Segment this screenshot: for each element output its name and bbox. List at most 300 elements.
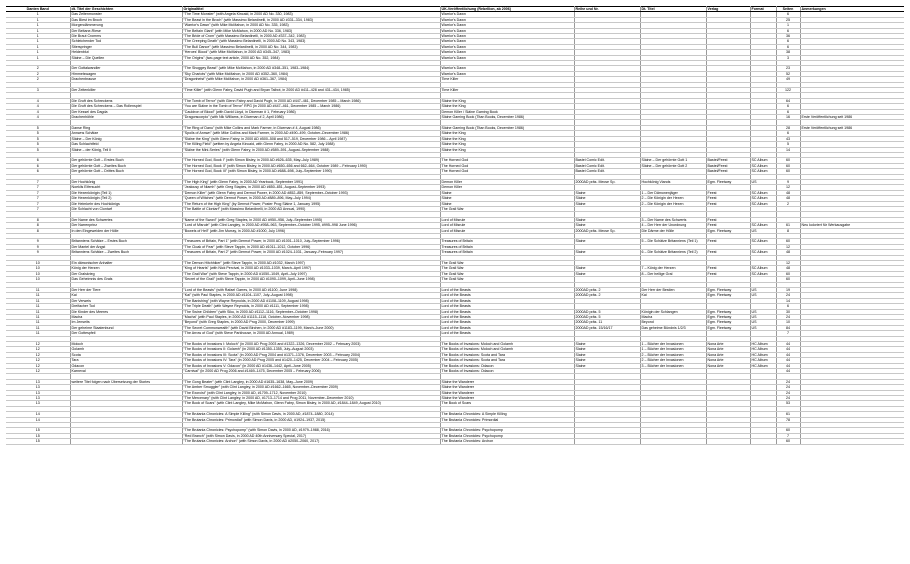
- cell-pages: 43: [776, 136, 800, 141]
- cell-de-title: Der Gralskrieg: [70, 271, 182, 276]
- cell-band: 6: [6, 169, 70, 174]
- cell-de-title: Stierspringer: [70, 44, 182, 49]
- cell-pages: 44: [776, 358, 800, 363]
- cell-de-title: Der Gottalwandler: [70, 66, 182, 71]
- stories-table: [6, 6, 904, 445]
- cell-pages: 48: [776, 250, 800, 255]
- cell-series: Sláine: [574, 201, 640, 206]
- cell-uk-publication: The Horned God: [440, 169, 574, 174]
- cell-de-title: Scota: [70, 352, 182, 357]
- cell-publisher: [706, 439, 750, 444]
- cell-format: SC Album: [750, 239, 776, 244]
- cell-uk-publication: Demon Killer: [440, 185, 574, 190]
- cell-original-title: "Lord of Misrule" (with Clint Langley, in 2000 AD #958–963, September–October 1995, #995–998 June 1996): [182, 223, 440, 228]
- cell-pages: 48: [776, 266, 800, 271]
- cell-band: 12: [6, 358, 70, 363]
- cell-pages: 48: [776, 196, 800, 201]
- cell-pages: 14: [776, 298, 800, 303]
- cell-original-title: "The Swine Children" (with Siku, in 2000 AD #1112–1116, September–October 1998): [182, 309, 440, 314]
- cell-format: US: [750, 287, 776, 292]
- cell-original-title: "The Books of Invasions IV: Tara" (in 2000 AD Prog 2005 and #1420–1425, December 2004 – February 2005): [182, 358, 440, 363]
- cell-pages: 9: [776, 179, 800, 184]
- cell-de-series-title: Hochkönig Viands: [640, 179, 706, 184]
- cell-original-title: "The Demon Hitchhiker" (with Steve Tappin, in 2000 AD #1032, March 1997): [182, 260, 440, 265]
- cell-pages: 6: [776, 109, 800, 114]
- cell-de-title: Dreifacher Tod: [70, 304, 182, 309]
- cell-publisher: Nona Arte: [706, 352, 750, 357]
- cell-band: 11: [6, 325, 70, 330]
- cell-original-title: "The Killing Field" (written by Angela Kincaid, with Glenn Fabry, in 2000 AD No. 582, July 1988): [182, 142, 440, 147]
- cell-uk-publication: Sláine the Wanderer: [440, 385, 574, 390]
- cell-uk-publication: Lord of the Beasts: [440, 315, 574, 320]
- cell-band: 13: [6, 401, 70, 406]
- cell-de-series-title: 3 – Der Name des Schwerts: [640, 217, 706, 222]
- cell-series: Slaine: [574, 250, 640, 255]
- cell-band: 12: [6, 347, 70, 352]
- header-format: Format: [750, 7, 776, 12]
- cell-original-title: "The Return of the High King" (by Dermot Power, Poster Prog Sláine 1, January 1995): [182, 201, 440, 206]
- cell-de-title: Danse Ring: [70, 125, 182, 130]
- cell-de-series-title: Der Herr der Bestien: [640, 287, 706, 292]
- cell-uk-publication: Sláine the King: [440, 142, 574, 147]
- cell-de-title: Die Hexenkönigin (Teil 1): [70, 190, 182, 195]
- cell-original-title: "The Horned God, Book III" (with Simon Bisley, in 2000 AD #688–698, July–September 1990): [182, 169, 440, 174]
- cell-uk-publication: Slaine: [440, 190, 574, 195]
- cell-de-title: Schleichender Tod: [70, 39, 182, 44]
- cell-original-title: "The Beltain Giant" (with Mike McMahon, in 2000 AD No. 336, 1983): [182, 28, 440, 33]
- cell-uk-publication: The Books of Invasions: Odacon: [440, 369, 574, 374]
- cell-pages: 44: [776, 363, 800, 368]
- cell-original-title: "Dragonscorpio" (with Nik Williams, in Diceman # 2, April 1986): [182, 115, 440, 120]
- spreadsheet: [6, 6, 904, 445]
- cell-original-title: "The Ring of Danu" (with Mike Collins and Mark Farmer, in Diceman # 4, August 1986): [182, 125, 440, 130]
- cell-band: 10: [6, 271, 70, 276]
- cell-original-title: "Macha" (with Paul Staples, in 2000 AD #1115–1118, October–November 1998): [182, 315, 440, 320]
- cell-pages: 10: [776, 320, 800, 325]
- cell-de-title: Die Braut Cromms: [70, 34, 182, 39]
- cell-band: 3: [6, 88, 70, 93]
- cell-band: 11: [6, 298, 70, 303]
- cell-de-title: Der Verweis: [70, 298, 182, 303]
- cell-original-title: "Treasures of Britain, Part 1" (with Dermot Power, in 2000 AD #1001–1010, July–September 1996): [182, 239, 440, 244]
- cell-band: 8: [6, 228, 70, 233]
- cell-pages: 12: [776, 185, 800, 190]
- table-body: [6, 7, 904, 445]
- cell-series: Slaine: [574, 223, 640, 228]
- cell-pages: 44: [776, 342, 800, 347]
- cell-original-title: "The Shoggey Beast" (with Mike McMahon, in 2000 AD #348–351, 1983–1984): [182, 66, 440, 71]
- header-uk-publication: UK-Veröffentlichung (Rebellion, ab 2006): [440, 7, 574, 12]
- cell-de-title: Drachenbrause: [70, 77, 182, 82]
- cell-original-title: "The Mercenary" (with Clint Langley, in 2000 AD, #1713–1714 and Prog 2011, November–December 2010): [182, 396, 440, 401]
- cell-series: 2000AD präs. 5: [574, 315, 640, 320]
- cell-band: 7: [6, 190, 70, 195]
- cell-publisher: Feest: [706, 190, 750, 195]
- cell-de-series-title: Das geheime Bündnis 1/2/3: [640, 325, 706, 330]
- cell-original-title: "The Tomb of Terror" (with Glenn Fabry and David Pugh, in 2000 AD #447–461, December 1985 – March 1986): [182, 98, 440, 103]
- cell-publisher: Feest: [706, 266, 750, 271]
- cell-de-title: Heldenblut: [70, 50, 182, 55]
- cell-original-title: "Dragonheist" (with Mike McMahon, in 2000 AD #361–367, 1984): [182, 77, 440, 82]
- cell-band: 4: [6, 98, 70, 103]
- cell-de-series-title: 3 – Bücher der Invasionen: [640, 363, 706, 368]
- cell-band: 15: [6, 428, 70, 433]
- cell-original-title: "Beyond" (with Greg Staples, in 2000 AD Prog 2000, December 1999): [182, 320, 440, 325]
- cell-de-title: Sláine – Die Quellen: [70, 55, 182, 60]
- cell-de-title: Der gehörnte Gott – Zweites Buch: [70, 163, 182, 168]
- cell-pages: 60: [776, 439, 800, 444]
- cell-uk-publication: The Grail War: [440, 277, 574, 282]
- cell-original-title: "The Amber Smuggler" (with Clint Langley, in 2000 AD #1662–1665, November–December 2009): [182, 385, 440, 390]
- cell-de-series-title: [640, 439, 706, 444]
- cell-publisher: Feest: [706, 250, 750, 255]
- cell-band: 5: [6, 142, 70, 147]
- cell-original-title: "The Books of Invasions V: Odacon" (in 2000 AD #1436–1442, April–June 2005): [182, 363, 440, 368]
- cell-uk-publication: Sláine: [440, 196, 574, 201]
- cell-publisher: Bastei/Feest: [706, 163, 750, 168]
- cell-pages: 6: [776, 104, 800, 109]
- cell-uk-publication: The Brutania Chronicles: Primordial: [440, 417, 574, 422]
- cell-de-series-title: 2 – Die Königin der Hexen: [640, 201, 706, 206]
- cell-pages: 7: [776, 331, 800, 336]
- cell-de-title: Der Herr der Tiere: [70, 287, 182, 292]
- cell-pages: 16: [776, 115, 800, 120]
- cell-series: Bastei Comic Edit.: [574, 169, 640, 174]
- cell-format: SC Album: [750, 169, 776, 174]
- cell-series: 2000AD präs. 2: [574, 287, 640, 292]
- cell-de-series-title: 1 – Der Dämonenjäger: [640, 190, 706, 195]
- cell-band: 9: [6, 244, 70, 249]
- cell-uk-publication: Lord of the Beasts: [440, 293, 574, 298]
- cell-uk-publication: The Books of Invasions: Moloch and Golamh: [440, 342, 574, 347]
- cell-band: 2: [6, 66, 70, 71]
- cell-pages: 60: [776, 277, 800, 282]
- cell-original-title: "Jealousy of Niamh" (with Greg Staples, in 2000 AD #850–851, August–September 1993): [182, 185, 440, 190]
- cell-band: 11: [6, 287, 70, 292]
- cell-uk-publication: The Books of Invasions: Scota and Tara: [440, 352, 574, 357]
- cell-format: HC Album: [750, 352, 776, 357]
- cell-original-title: "Sláine the King" (with Glenn Fabry, in 2000 AD #500–508 and 517–519, December 1986 – April 1987): [182, 136, 440, 141]
- cell-pages: 61: [776, 223, 800, 228]
- cell-original-title: "The Bride of Crom" (with Massimo Belardinelli, in 2000 AD #337–342, 1983): [182, 34, 440, 39]
- cell-format: SC Album: [750, 271, 776, 276]
- table-row: [6, 439, 904, 444]
- cell-format: HC Album: [750, 342, 776, 347]
- cell-original-title: "Red Branch" (with Simon Davis, in 2000 AD 40th Anniversary Special, 2017): [182, 433, 440, 438]
- cell-de-title: König der Herzen: [70, 266, 182, 271]
- cell-band: 1: [6, 17, 70, 22]
- cell-original-title: "Bowels of Hell" (with Jim Murray, in 2000 AD #1000, July 1996): [182, 228, 440, 233]
- cell-band: 1: [6, 44, 70, 49]
- cell-series: 2000AD präs. 15/16/17: [574, 325, 640, 330]
- cell-original-title: "The Banishing" (with Wayne Reynolds, in 2000 AD #1108–1109, August 1998): [182, 298, 440, 303]
- cell-band: 1: [6, 55, 70, 60]
- cell-pages: 6: [776, 131, 800, 136]
- cell-original-title: "The Cloak of Fear" (with Steve Tappin, in 2000 AD #1011–1012, October 1996): [182, 244, 440, 249]
- cell-de-series-title: 1 – Bücher der Invasionen: [640, 347, 706, 352]
- cell-de-title: Noeklis Eifersucht: [70, 185, 182, 190]
- cell-band: 1: [6, 34, 70, 39]
- cell-band: 15: [6, 433, 70, 438]
- cell-publisher: Egm. Fleetway: [706, 309, 750, 314]
- cell-de-title: Der Beltane-Riese: [70, 28, 182, 33]
- cell-band: 4: [6, 115, 70, 120]
- cell-pages: 19: [776, 287, 800, 292]
- cell-de-series-title: Die Därme der Hölle: [640, 228, 706, 233]
- cell-pages: 1: [776, 23, 800, 28]
- cell-uk-publication: Treasures of Britain: [440, 250, 574, 255]
- cell-pages: 24: [776, 315, 800, 320]
- cell-original-title: "The Exorcist" (with Clint Langley, in 2000 AD, #1709–1712, November 2010): [182, 390, 440, 395]
- cell-uk-publication: Warrior's Dawn: [440, 50, 574, 55]
- cell-de-series-title: 6 – Die Schätze Britanniens (Teil 2): [640, 250, 706, 255]
- cell-pages: 53: [776, 401, 800, 406]
- cell-uk-publication: Sláine the Wanderer: [440, 379, 574, 384]
- cell-band: 7: [6, 196, 70, 201]
- cell-series: Slaine: [574, 266, 640, 271]
- cell-format: US: [750, 320, 776, 325]
- cell-uk-publication: Sláine the King: [440, 136, 574, 141]
- cell-uk-publication: Sláine the King: [440, 147, 574, 152]
- cell-de-title: Der gehörnte Gott – Drittes Buch: [70, 169, 182, 174]
- cell-band: 8: [6, 217, 70, 222]
- cell-original-title: "The Book of Scars" (with Clint Langley, Mike McMahon, Glenn Fabry, Simon Bisley, in 2000 AD, #1844–1849, August 2010): [182, 401, 440, 406]
- cell-uk-publication: Warrior's Dawn: [440, 55, 574, 60]
- cell-band: 5: [6, 147, 70, 152]
- cell-de-title: Odacon: [70, 363, 182, 368]
- cell-publisher: Bastei/Feest: [706, 169, 750, 174]
- cell-de-series-title: Königin der Schlangen: [640, 309, 706, 314]
- cell-original-title: "Demon Killer" (with Glenn Fabry and Dermot Power, in 2000 AD #852–859, September–October 1993): [182, 190, 440, 195]
- cell-band: 7: [6, 185, 70, 190]
- cell-de-title: Das Biest im Broch: [70, 17, 182, 22]
- cell-publisher: Feest: [706, 217, 750, 222]
- cell-pages: 12: [776, 244, 800, 249]
- cell-format: SC Album: [750, 223, 776, 228]
- cell-pages: 44: [776, 352, 800, 357]
- cell-series: Slaine: [574, 271, 640, 276]
- cell-de-title: Im Jenseits: [70, 320, 182, 325]
- cell-band: 15: [6, 439, 70, 444]
- cell-uk-publication: The Grail War: [440, 260, 574, 265]
- cell-band: 11: [6, 331, 70, 336]
- cell-uk-publication: The Brutania Chronicles: Psychopomp: [440, 433, 574, 438]
- cell-series: 2000AD präs. 2: [574, 293, 640, 298]
- cell-original-title: "You are Sláine in the Tomb of Terror" RPG (in 2000 AD #447–461, December 1985 – March 1986): [182, 104, 440, 109]
- cell-format: US: [750, 179, 776, 184]
- cell-band: 7: [6, 201, 70, 206]
- cell-de-title: Der gehörnte Gott – Erstes Buch: [70, 158, 182, 163]
- cell-band: 13: [6, 385, 70, 390]
- header-notes: Anmerkungen: [800, 7, 904, 12]
- cell-de-title: Golamh: [70, 347, 182, 352]
- cell-uk-publication: Lord of Misrule: [440, 223, 574, 228]
- cell-pages: 7: [776, 433, 800, 438]
- cell-de-title: Die Gruft des Schreckens – Das Rollenspiel: [70, 104, 182, 109]
- cell-publisher: Egm. Fleetway: [706, 315, 750, 320]
- cell-original-title: "The Battle of Clontarf" (with Massimo Belardinelli, in 2000 AD Annual, 1990): [182, 206, 440, 211]
- cell-publisher: Egm. Fleetway: [706, 179, 750, 184]
- cell-band: 13: [6, 379, 70, 384]
- cell-uk-publication: Sláine the King: [440, 131, 574, 136]
- cell-format: US: [750, 228, 776, 233]
- cell-series: [574, 439, 640, 444]
- cell-uk-publication: Sláine the King: [440, 104, 574, 109]
- cell-pages: 64: [776, 98, 800, 103]
- cell-de-series-title: 2 – Die Königin der Hexen: [640, 196, 706, 201]
- cell-original-title: "The Books of Invasions I: Moloch" (in 2000 AD Prog 2003 and #1322–1326, December 2002 – February 2003): [182, 342, 440, 347]
- cell-publisher: Nona Arte: [706, 342, 750, 347]
- cell-uk-publication: Demon Killer / Sláine Gaming Book: [440, 109, 574, 114]
- cell-de-title: Die Kinder des Meeres: [70, 309, 182, 314]
- cell-publisher: Nona Arte: [706, 347, 750, 352]
- cell-uk-publication: Warrior's Dawn: [440, 23, 574, 28]
- cell-original-title: "Carnival" (in 2000 AD Prog 2006 and #1469–1475, December 2005 – February 2006): [182, 369, 440, 374]
- cell-uk-publication: The Brutania Chronicles: Psychopomp: [440, 428, 574, 433]
- cell-original-title: "Secret of the Grail" (with Steve Tappin, in 2000 AD #1090–1099, April–June 1998): [182, 277, 440, 282]
- cell-pages: 49: [776, 77, 800, 82]
- cell-de-title: Das Geheimnis des Grals: [70, 277, 182, 282]
- cell-format: [750, 439, 776, 444]
- cell-original-title: "The High King" (with Glenn Fabry, in 2000 AD Yearbook, September 1991): [182, 179, 440, 184]
- cell-series: Slaine: [574, 217, 640, 222]
- cell-pages: 60: [776, 428, 800, 433]
- cell-uk-publication: Lord of the Beasts: [440, 298, 574, 303]
- cell-original-title: "The Brutania Chronicles: Psychopomp" (with Simon Davis, in 2000 AD, #1979–1988, 2016): [182, 428, 440, 433]
- cell-original-title: "The Origins" (two-page text article, 2000 AD No. 352, 1984): [182, 55, 440, 60]
- header-pages: Seiten: [776, 7, 800, 12]
- cell-uk-publication: Sláine the King: [440, 98, 574, 103]
- cell-original-title: "Warrior's Dawn" (with Mike McMahon, in 2000 AD No. 335, 1983): [182, 23, 440, 28]
- cell-uk-publication: The Grail War: [440, 206, 574, 211]
- cell-series: 2000AD präs. Mecse Sp.: [574, 228, 640, 233]
- cell-de-title: Britanniens Schätze – Erstes Buch: [70, 239, 182, 244]
- cell-series: Bastei Comic Edit.: [574, 163, 640, 168]
- cell-de-title: Das Schlachtfeld: [70, 142, 182, 147]
- cell-band: 1: [6, 28, 70, 33]
- cell-format: SC Album: [750, 250, 776, 255]
- cell-de-series-title: Beyond: [640, 320, 706, 325]
- header-de-title: dt. Titel der Geschichten: [70, 7, 182, 12]
- cell-band: 1: [6, 23, 70, 28]
- cell-format: SC Album: [750, 163, 776, 168]
- cell-uk-publication: Lord of Misrule: [440, 217, 574, 222]
- cell-band: 5: [6, 125, 70, 130]
- cell-de-title: Sláine – Der König: [70, 136, 182, 141]
- cell-de-series-title: Macha: [640, 315, 706, 320]
- cell-series: Slaine: [574, 358, 640, 363]
- cell-format: US: [750, 293, 776, 298]
- cell-uk-publication: Lord of the Beasts: [440, 320, 574, 325]
- cell-band: 5: [6, 131, 70, 136]
- cell-de-title: Tara: [70, 358, 182, 363]
- cell-pages: 48: [776, 190, 800, 195]
- header-original-title: Originaltitel: [182, 7, 440, 12]
- cell-band: 9: [6, 239, 70, 244]
- cell-original-title: "Sky Chariots" (with Mike McMahon, in 2000 AD #352–360, 1984): [182, 71, 440, 76]
- cell-band: 2: [6, 77, 70, 82]
- cell-de-title: Drachenhöhle: [70, 115, 182, 120]
- cell-band: 2: [6, 71, 70, 76]
- cell-publisher: Feest: [706, 239, 750, 244]
- cell-uk-publication: Treasures of Britain: [440, 244, 574, 249]
- cell-de-title: Kai: [70, 293, 182, 298]
- cell-band: 7: [6, 179, 70, 184]
- cell-format: US: [750, 325, 776, 330]
- cell-publisher: Feest: [706, 201, 750, 206]
- cell-format: HC Album: [750, 347, 776, 352]
- cell-band: 12: [6, 363, 70, 368]
- cell-pages: 60: [776, 271, 800, 276]
- cell-original-title: "The Brutania Chronicles: Primordial" (with Simon Davis, in 2000 AD, #1924–1937, 2015): [182, 417, 440, 422]
- cell-uk-publication: Warrior's Dawn: [440, 28, 574, 33]
- cell-band: 1: [6, 39, 70, 44]
- cell-series: Bastei Comic Edit.: [574, 158, 640, 163]
- cell-uk-publication: Warrior's Dawn: [440, 39, 574, 44]
- cell-pages: 60: [776, 158, 800, 163]
- cell-de-series-title: 5 – Die Schätze Britanniens (Teil 1): [640, 239, 706, 244]
- cell-de-title: Die Hexenkönigin (Teil 2): [70, 196, 182, 201]
- cell-band: 11: [6, 309, 70, 314]
- cell-series: Slaine: [574, 352, 640, 357]
- cell-uk-publication: The Books of Invasions: Odacon: [440, 363, 574, 368]
- cell-uk-publication: Warrior's Dawn: [440, 66, 574, 71]
- cell-pages: 5: [776, 142, 800, 147]
- cell-pages: 24: [776, 390, 800, 395]
- cell-de-title: Britanniens Schätze – Zweites Buch: [70, 250, 182, 255]
- cell-band: 8: [6, 223, 70, 228]
- cell-original-title: "The Horned God, Book I" (with Simon Bisley, in 2000 AD #626–635, May–July 1989): [182, 158, 440, 163]
- cell-pages: 24: [776, 379, 800, 384]
- cell-notes: Neu koloriert für Werkausgabe: [800, 223, 904, 228]
- cell-format: HC Album: [750, 358, 776, 363]
- cell-uk-publication: Lord of the Beasts: [440, 309, 574, 314]
- cell-original-title: "The Triple Death" (with Wayne Reynolds, in 2000 AD #1111, September 1998): [182, 304, 440, 309]
- cell-de-title: weitere Titel folgen nach Übersetzung der Stories: [70, 379, 182, 384]
- cell-de-series-title: 8 – Der heilige Gral: [640, 271, 706, 276]
- cell-de-title: Der Narrenprinz: [70, 223, 182, 228]
- cell-de-title: Der Mantel der Angst: [70, 244, 182, 249]
- cell-publisher: Nona Arte: [706, 358, 750, 363]
- cell-de-title: Der geheime Staatenbund: [70, 325, 182, 330]
- cell-original-title: "The Books of Invasions II: Golamh" (in 2000 AD #1350–1355, July–August 2003): [182, 347, 440, 352]
- cell-uk-publication: Sláine Gaming Book (Titan Books, December 1986): [440, 125, 574, 130]
- cell-band: 14: [6, 417, 70, 422]
- cell-de-series-title: 1 – Bücher der Invasionen: [640, 342, 706, 347]
- cell-uk-publication: The Brutania Chronicles: Archon: [440, 439, 574, 444]
- cell-uk-publication: Treasures of Britain: [440, 239, 574, 244]
- cell-uk-publication: Warrior's Dawn: [440, 34, 574, 39]
- cell-original-title: "The Brutania Chronicles: Archon" (with Simon Davis, in 2000 AD #2050–2060, 2017): [182, 439, 440, 444]
- cell-uk-publication: The Book of Scars: [440, 401, 574, 406]
- cell-band: 11: [6, 293, 70, 298]
- cell-de-series-title: Sláine – Der gehörnte Gott 1: [640, 158, 706, 163]
- cell-original-title: "Time Killer" (with Glenn Fabry, David Pugh and Bryan Talbot, in 2000 AD #411–428 and 431–434, 1985): [182, 88, 440, 93]
- cell-band: 13: [6, 390, 70, 395]
- cell-pages: 30: [776, 309, 800, 314]
- cell-series: Slaine: [574, 363, 640, 368]
- cell-band: 5: [6, 136, 70, 141]
- cell-original-title: "Lord of the Beasts" (with Rafael Garres, in 2000 AD #1100, June 1998): [182, 287, 440, 292]
- cell-de-title: Macha: [70, 315, 182, 320]
- cell-pages: 78: [776, 417, 800, 422]
- cell-original-title: "The Gong Beater" (with Clint Langley, in 2000 AD #1635–1638, May–June 2009): [182, 379, 440, 384]
- cell-series: 2000AD präs. Mecse Sp.: [574, 179, 640, 184]
- header-de-series-title: Dt. Titel: [640, 7, 706, 12]
- cell-uk-publication: Lord of the Beasts: [440, 331, 574, 336]
- cell-publisher: Feest: [706, 223, 750, 228]
- cell-band: 12: [6, 369, 70, 374]
